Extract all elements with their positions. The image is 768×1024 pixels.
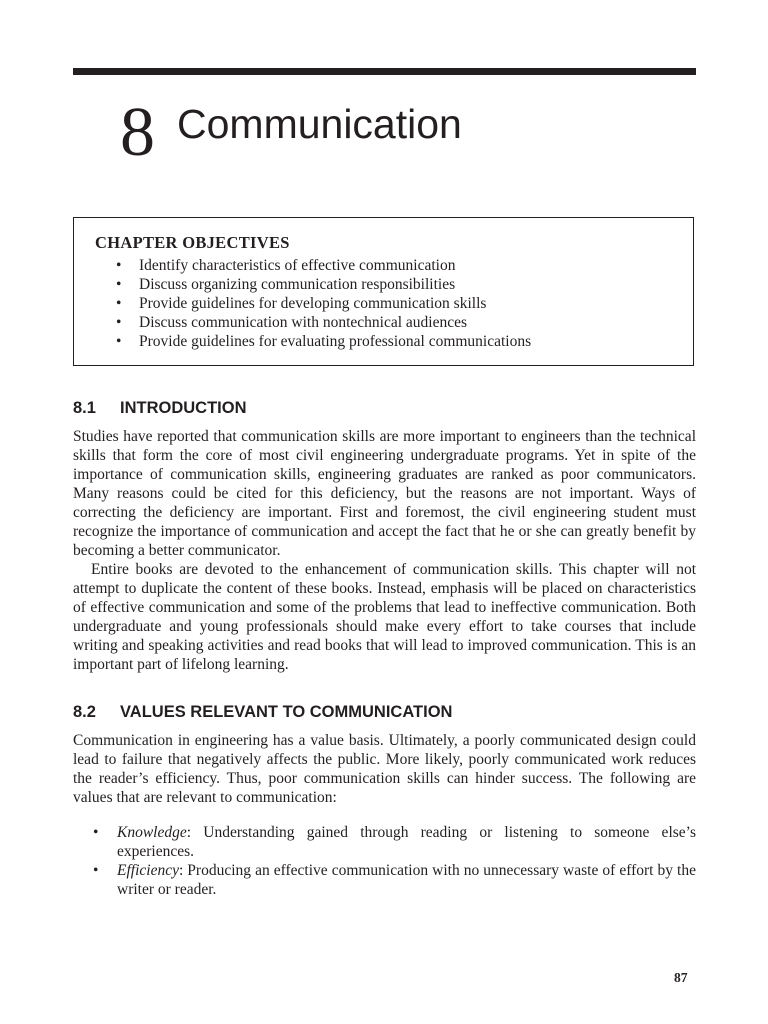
objective-item (114, 275, 531, 294)
section-heading-values (73, 700, 696, 724)
objective-text: Identify characteristics of effective communication (139, 257, 456, 274)
objectives-list (114, 256, 531, 351)
value-definition: : Producing an effective communication with no unnecessary waste of effort by the writer or reader. (117, 862, 696, 898)
bullet-mark: • (116, 257, 122, 274)
page-number: 87 (674, 970, 688, 985)
objective-item (114, 256, 531, 275)
chapter-title: Communication (177, 101, 462, 147)
value-item (73, 861, 696, 899)
objective-text: Discuss communication with nontechnical audiences (139, 314, 467, 331)
objective-item (114, 313, 531, 332)
body-paragraph: Entire books are devoted to the enhancement of communication skills. This chapter will not attempt to duplicate the content of these books. Instead, emphasis will be placed on characteristics of effective communication and some of the problems that lead to ineffective communication. Both undergraduate and young professionals should make every effort to take courses that include writing and speaking activities and read books that will lead to improved communication. This is an important part of lifelong learning. (73, 561, 696, 673)
bullet-mark: • (116, 333, 122, 350)
body-paragraph: Communication in engineering has a value basis. Ultimately, a poorly communicated design could lead to failure that negatively affects the public. More likely, poorly communicated work reduces the reader’s efficiency. Thus, poor communication skills can hinder success. The following are values that are relevant to communication: (73, 732, 696, 806)
chapter-number: 8 (120, 94, 155, 171)
bullet-mark: • (116, 295, 122, 312)
bullet-mark: • (93, 862, 99, 879)
section-number: 8.1 (73, 399, 96, 417)
objective-text: Provide guidelines for evaluating professional communications (139, 333, 532, 350)
objectives-heading: CHAPTER OBJECTIVES (95, 233, 290, 252)
chapter-objectives-box (73, 217, 694, 366)
objective-text: Discuss organizing communication responsibilities (139, 276, 456, 293)
chapter-body (73, 396, 696, 899)
objective-text: Provide guidelines for developing communication skills (139, 295, 487, 312)
bullet-mark: • (93, 824, 99, 841)
body-paragraph: Studies have reported that communication skills are more important to engineers than the technical skills that form the core of most civil engineering undergraduate programs. Yet in spite of the importance of communication skills, engineering graduates are ranked as poor communicators. Many reasons could be cited for this deficiency, but the reasons are not important. Ways of correcting the deficiency are important. First and foremost, the civil engineering student must recognize the importance of communication and accept the fact that he or she can greatly benefit by becoming a better communicator. (73, 428, 696, 559)
value-term: Efficiency (117, 862, 179, 879)
chapter-heading (120, 94, 462, 171)
chapter-top-rule (73, 68, 696, 75)
bullet-mark: • (116, 276, 122, 293)
bullet-mark: • (116, 314, 122, 331)
objective-item (114, 294, 531, 313)
values-list (73, 823, 696, 899)
section-heading-introduction (73, 396, 696, 420)
section-title: INTRODUCTION (120, 399, 247, 417)
value-term: Knowledge (117, 824, 187, 841)
section-number: 8.2 (73, 703, 96, 721)
value-item (73, 823, 696, 861)
objective-item (114, 332, 531, 351)
section-title: VALUES RELEVANT TO COMMUNICATION (120, 703, 453, 721)
value-definition: : Understanding gained through reading or listening to someone else’s experiences. (117, 824, 696, 860)
